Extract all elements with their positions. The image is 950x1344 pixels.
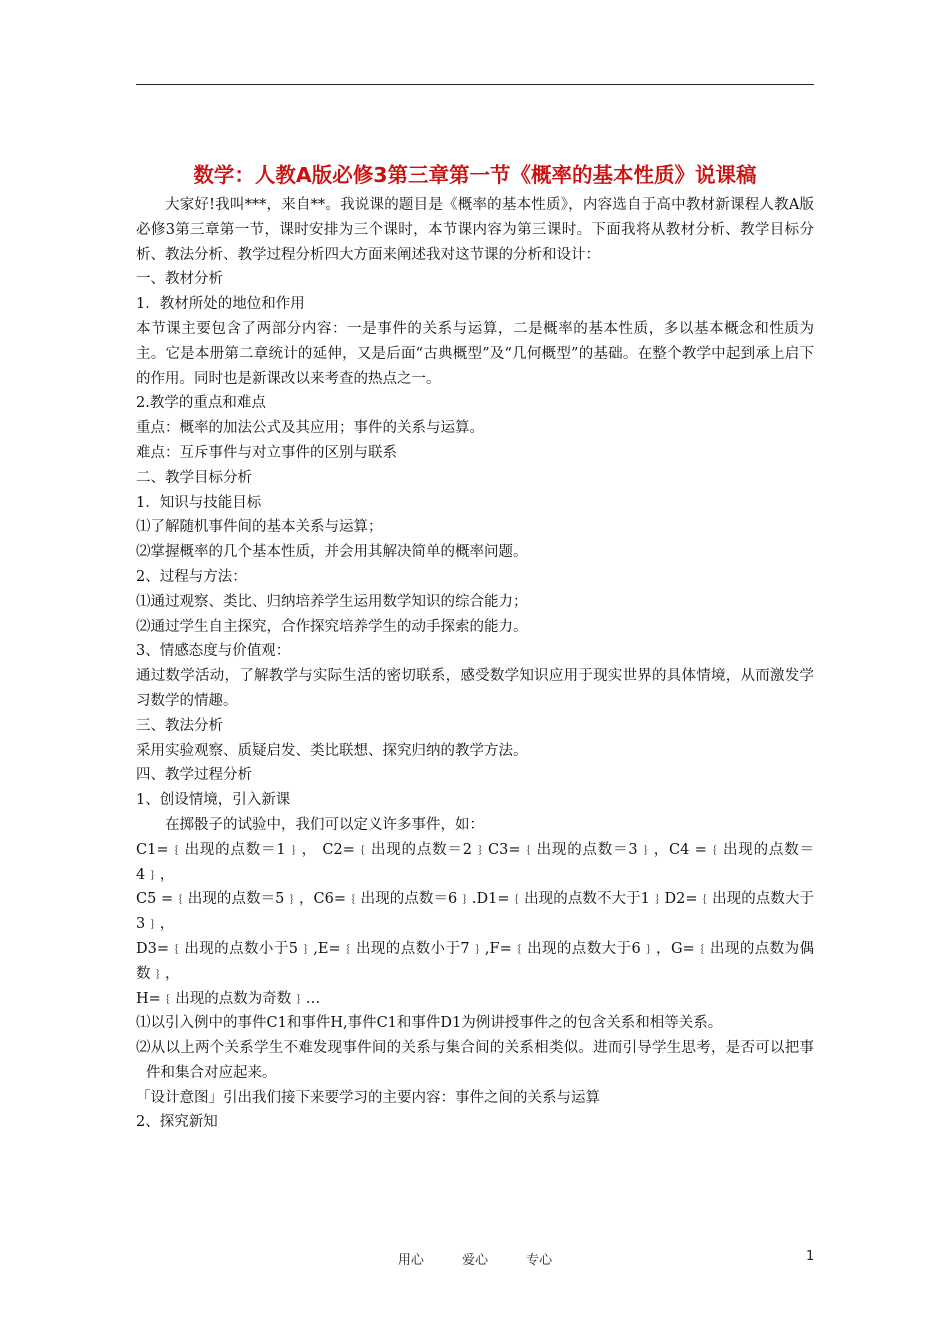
document-title: 数学：人教A版必修3第三章第一节《概率的基本性质》说课稿	[193, 163, 757, 187]
list-item: ⑵掌握概率的几个基本性质，并会用其解决简单的概率问题。	[136, 544, 528, 561]
paragraph: 本节课主要包含了两部分内容：一是事件的关系与运算，二是概率的基本性质，多以基本概念和性质为主。它是本册第二章统计的延伸，又是后面“古典概型”及“几何概型”的基础。在整个教学中起到承上启下的作用。同时也是新课改以来考查的热点之一。	[136, 320, 814, 387]
paragraph: 在掷骰子的试验中，我们可以定义许多事件，如：	[165, 816, 484, 833]
list-item: ⑴以引入例中的事件C1和事件H,事件C1和事件D1为例讲授事件之的包含关系和相等关系。	[136, 1015, 723, 1032]
footer-item: 爱心	[461, 1253, 488, 1268]
event-definitions: C1=﹛出现的点数＝1﹜， C2=﹛出现的点数＝2﹜C3=﹛出现的点数＝3﹜，C4 =﹛出现的点数＝4﹜，	[136, 841, 814, 883]
subsection-heading: 2、探究新知	[136, 1114, 218, 1131]
list-item: ⑴通过观察、类比、归纳培养学生运用数学知识的综合能力；	[136, 593, 528, 610]
subsection-heading: 1、创设情境，引入新课	[136, 792, 291, 809]
subsection-heading: 3、情感态度与价值观：	[136, 643, 291, 660]
paragraph: 通过数学活动，了解教学与实际生活的密切联系，感受数学知识应用于现实世界的具体情境，从而激发学习数学的情趣。	[136, 668, 814, 709]
header-rule	[136, 84, 814, 85]
list-item: ⑵从以上两个关系学生不难发现事件间的关系与集合间的关系相类似。进而引导学生思考，是否可以把事件和集合对应起来。	[136, 1040, 814, 1081]
design-intent: 「设计意图」引出我们接下来要学习的主要内容：事件之间的关系与运算	[136, 1089, 600, 1106]
document-body	[136, 193, 814, 1135]
list-item: ⑴了解随机事件间的基本关系与运算；	[136, 519, 383, 536]
subsection-heading: 2、过程与方法：	[136, 568, 247, 585]
subsection-heading: 2.教学的重点和难点	[136, 395, 266, 412]
section-heading: 二、教学目标分析	[136, 469, 252, 486]
intro-paragraph: 大家好!我叫***，来自**。我说课的题目是《概率的基本性质》，内容选自于高中教材新课程人教A版必修3第三章第一节，课时安排为三个课时，本节课内容为第三课时。下面我将从教材分析、教学目标分析、教法分析、教学过程分析四大方面来阐述我对这节课的分析和设计：	[136, 197, 814, 263]
list-item: ⑵通过学生自主探究，合作探究培养学生的动手探索的能力。	[136, 618, 528, 635]
page-number: 1	[806, 1249, 815, 1264]
section-heading: 三、教法分析	[136, 717, 223, 734]
event-definitions: C5 =﹛出现的点数＝5﹜，C6=﹛出现的点数＝6﹜.D1=﹛出现的点数不大于1﹜D2=﹛出现的点数大于3﹜，	[136, 891, 814, 933]
subsection-heading: 1．知识与技能目标	[136, 494, 262, 511]
event-definitions: D3=﹛出现的点数小于5﹜,E=﹛出现的点数小于7﹜,F=﹛出现的点数大于6﹜，G=﹛出现的点数为偶数﹜，	[136, 940, 814, 982]
paragraph: 采用实验观察、质疑启发、类比联想、探究归纳的教学方法。	[136, 742, 528, 759]
section-heading: 一、教材分析	[136, 271, 223, 288]
event-definitions: H=﹛出现的点数为奇数﹜…	[136, 990, 321, 1007]
section-heading: 四、教学过程分析	[136, 767, 252, 784]
paragraph: 重点：概率的加法公式及其应用；事件的关系与运算。	[136, 420, 484, 437]
footer-item: 专心	[526, 1253, 553, 1268]
subsection-heading: 1．教材所处的地位和作用	[136, 296, 305, 313]
footer-item: 用心	[397, 1253, 424, 1268]
paragraph: 难点：互斥事件与对立事件的区别与联系	[136, 444, 397, 461]
